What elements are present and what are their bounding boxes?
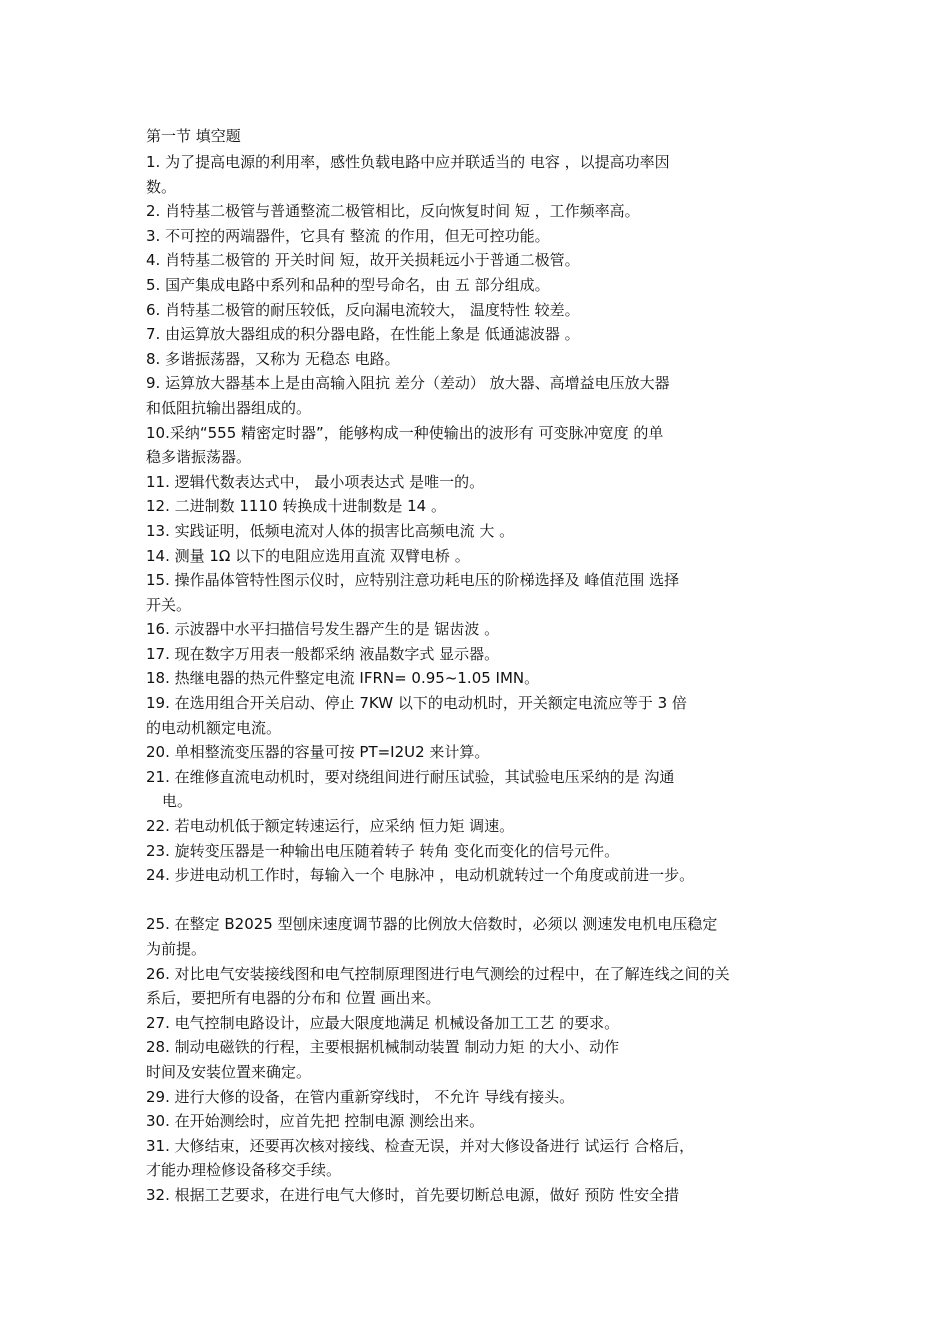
question-21: 21. 在维修直流电动机时，要对绕组间进行耐压试验，其试验电压采纳的是 沟通 bbox=[146, 767, 675, 786]
question-31-continued: 才能办理检修设备移交手续。 bbox=[146, 1161, 342, 1180]
question-10-continued: 稳多谐振荡器。 bbox=[146, 448, 252, 467]
question-28-continued: 时间及安装位置来确定。 bbox=[146, 1062, 312, 1081]
question-25-continued: 为前提。 bbox=[146, 940, 207, 958]
question-6: 6. 肖特基二极管的耐压较低，反向漏电流较大， 温度特性 较差。 bbox=[146, 300, 580, 319]
question-29: 29. 进行大修的设备，在管内重新穿线时， 不允许 导线有接头。 bbox=[146, 1087, 575, 1106]
question-4: 4. 肖特基二极管的 开关时间 短，故开关损耗远小于普通二极管。 bbox=[146, 251, 580, 270]
question-27: 27. 电气控制电路设计，应最大限度地满足 机械设备加工工艺 的要求。 bbox=[146, 1013, 620, 1032]
question-17: 17. 现在数字万用表一般都采纳 液晶数字式 显示器。 bbox=[146, 644, 500, 663]
question-8: 8. 多谐振荡器，又称为 无稳态 电路。 bbox=[146, 349, 400, 368]
question-22: 22. 若电动机低于额定转速运行，应采纳 恒力矩 调速。 bbox=[146, 817, 515, 836]
question-16: 16. 示波器中水平扫描信号发生器产生的是 锯齿波 。 bbox=[146, 620, 500, 639]
blank-line bbox=[146, 888, 818, 913]
question-12: 12. 二进制数 1110 转换成十进制数是 14 。 bbox=[146, 497, 446, 516]
question-14: 14. 测量 1Ω 以下的电阻应选用直流 双臂电桥 。 bbox=[146, 546, 470, 565]
question-1: 1. 为了提高电源的利用率，感性负载电路中应并联适当的 电容 ，以提高功率因 bbox=[146, 153, 670, 171]
question-28: 28. 制动电磁铁的行程，主要根据机械制动装置 制动力矩 的大小、动作 bbox=[146, 1038, 620, 1057]
question-10: 10.采纳“555 精密定时器”，能够构成一种使输出的波形有 可变脉冲宽度 的单 bbox=[146, 423, 664, 442]
question-7: 7. 由运算放大器组成的积分器电路，在性能上象是 低通滤波器 。 bbox=[146, 325, 580, 344]
question-2: 2. 肖特基二极管与普通整流二极管相比，反向恢复时间 短 ，工作频率高。 bbox=[146, 202, 640, 221]
question-24: 24. 步进电动机工作时，每输入一个 电脉冲 ，电动机就转过一个角度或前进一步。 bbox=[146, 866, 695, 885]
question-9: 9. 运算放大器基本上是由高输入阻抗 差分（差动） 放大器、高增益电压放大器 bbox=[146, 374, 670, 393]
question-25: 25. 在整定 B2025 型刨床速度调节器的比例放大倍数时，必须以 测速发电机电压稳定 bbox=[146, 915, 718, 934]
question-13: 13. 实践证明，低频电流对人体的损害比高频电流 大 。 bbox=[146, 521, 515, 540]
question-15-continued: 开关。 bbox=[146, 595, 192, 614]
document-body bbox=[146, 126, 818, 1208]
question-20: 20. 单相整流变压器的容量可按 PT=I2U2 来计算。 bbox=[146, 743, 490, 762]
question-19-continued: 的电动机额定电流。 bbox=[146, 718, 282, 737]
question-9-continued: 和低阻抗输出器组成的。 bbox=[146, 398, 312, 417]
question-26-continued: 系后，要把所有电器的分布和 位置 画出来。 bbox=[146, 989, 441, 1008]
question-15: 15. 操作晶体管特性图示仪时，应特别注意功耗电压的阶梯选择及 峰值范围 选择 bbox=[146, 571, 680, 590]
question-26: 26. 对比电气安装接线图和电气控制原理图进行电气测绘的过程中，在了解连线之间的关 bbox=[146, 964, 730, 983]
question-30: 30. 在开始测绘时，应首先把 控制电源 测绘出来。 bbox=[146, 1112, 485, 1131]
question-31: 31. 大修结束，还要再次核对接线、检查无误，并对大修设备进行 试运行 合格后， bbox=[146, 1136, 695, 1155]
question-18: 18. 热继电器的热元件整定电流 IFRN= 0.95~1.05 IMN。 bbox=[146, 669, 540, 688]
question-11: 11. 逻辑代数表达式中， 最小项表达式 是唯一的。 bbox=[146, 472, 485, 491]
section-title: 第一节 填空题 bbox=[146, 127, 241, 145]
question-3: 3. 不可控的两端器件，它具有 整流 的作用，但无可控功能。 bbox=[146, 226, 550, 245]
question-32: 32. 根据工艺要求，在进行电气大修时，首先要切断总电源，做好 预防 性安全措 bbox=[146, 1185, 680, 1204]
question-23: 23. 旋转变压器是一种输出电压随着转子 转角 变化而变化的信号元件。 bbox=[146, 841, 620, 860]
question-1-continued: 数。 bbox=[146, 177, 177, 196]
question-5: 5. 国产集成电路中系列和品种的型号命名，由 五 部分组成。 bbox=[146, 275, 550, 294]
question-21-continued: 电。 bbox=[162, 792, 193, 811]
question-19: 19. 在选用组合开关启动、停止 7KW 以下的电动机时，开关额定电流应等于 3 倍 bbox=[146, 694, 687, 713]
